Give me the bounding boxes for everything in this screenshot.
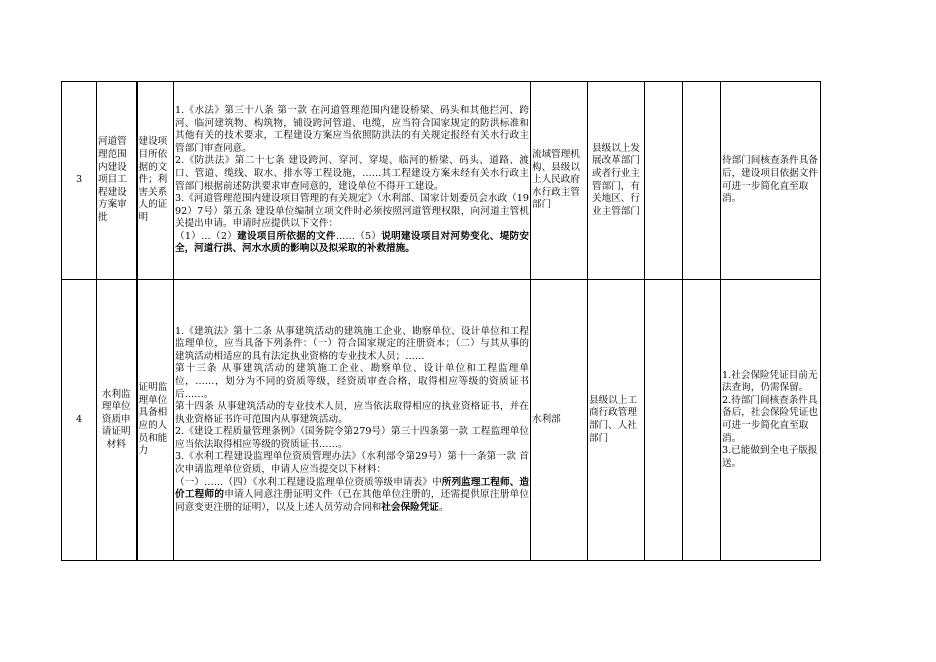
related-department: 县级以上发展改革部门或者行业主管部门，有关地区、行业主管部门 bbox=[588, 82, 645, 280]
item-name: 河道管理范围内建设项目工程建设方案审批 bbox=[97, 82, 137, 280]
empty-cell bbox=[683, 82, 721, 280]
basis-paragraph: 2.《防洪法》第二十七条 建设跨河、穿河、穿堤、临河的桥梁、码头、道路、渡口、管道、缆线、取水、排水等工程设施，……其工程建设方案未经有关水行政主管部门根据前述防洪要求审查同意的，建设单位不得开工建设。 bbox=[175, 155, 529, 192]
basis-emphasis: 所列监理工程师、造价工程师的 bbox=[175, 476, 529, 501]
note: 待部门间核查条件具备后，建设项目依据文件可进一步简化直至取消。 bbox=[721, 82, 821, 280]
legal-basis bbox=[174, 82, 531, 280]
basis-text: （1）…（2） bbox=[175, 230, 238, 242]
basis-paragraph: 1.《水法》第三十八条 第一款 在河道管理范围内建设桥梁、码头和其他拦河、跨河、临河建筑物、构筑物，铺设跨河管道、电缆，应当符合国家规定的防洪标准和其他有关的技术要求，工程建设方案应当依照防洪法的有关规定报经有关水行政主管部门审查同意。 bbox=[175, 104, 529, 154]
basis-text: （一）……（四）《水利工程建设监理单位资质等级申请表》中 bbox=[175, 476, 442, 488]
basis-paragraph: 第十三条 从事建筑活动的建筑施工企业、勘察单位、设计单位和工程监理单位，……，划分为不同的资质等级，经资质审查合格，取得相应等级的资质证书后……。 bbox=[175, 363, 529, 400]
empty-cell bbox=[683, 280, 721, 561]
basis-text: 申请人同意注册证明文件（已在其他单位注册的，还需提供原注册单位同意变更注册的证明），以及上述人员劳动合同和 bbox=[175, 489, 530, 513]
basis-paragraph bbox=[175, 231, 529, 256]
basis-emphasis: 社会保险凭证 bbox=[381, 501, 439, 513]
basis-text: 。 bbox=[438, 501, 449, 513]
empty-cell bbox=[645, 280, 683, 561]
basis-paragraph: 1.《建筑法》第十二条 从事建筑活动的建筑施工企业、勘察单位、设计单位和工程监理单位，应当具备下列条件：（一）符合国家规定的注册资本；（二）与其从事的建筑活动相适应的具有法定执业资格的专业技术人员；…… bbox=[175, 325, 529, 362]
data-table bbox=[61, 81, 821, 561]
basis-emphasis: 说明建设项目对河势变化、堤防安全，河道行洪、河水水质的影响以及拟采取的补救措施。 bbox=[175, 230, 530, 255]
required-materials: 证明监理单位具备相应的人员和能力 bbox=[137, 280, 174, 561]
basis-text: ……（5） bbox=[335, 230, 382, 242]
empty-cell bbox=[645, 82, 683, 280]
note-line: 3.已能做到全电子版报送。 bbox=[722, 445, 818, 469]
note-line: 1.社会保险凭证目前无法查询，仍需保留。 bbox=[722, 369, 818, 394]
related-department: 县级以上工商行政管理部门、人社部门 bbox=[588, 280, 645, 561]
basis-paragraph: 2.《建设工程质量管理条例》（国务院令第279号）第三十四条第一款 工程监理单位应当依法取得相应等级的资质证书……。 bbox=[175, 426, 529, 450]
table-row bbox=[62, 82, 821, 280]
item-name: 水利监理单位资质申请证明材料 bbox=[97, 280, 137, 561]
row-index: 4 bbox=[62, 280, 97, 561]
row-index: 3 bbox=[62, 82, 97, 280]
basis-paragraph: 3.《河道管理范围内建设项目管理的有关规定》（水利部、国家计划委员会水政（1992）7号）第五条 建设单位编制立项文件时必须按照河道管理权限，向河道主管机关提出申请。申请时应提供以下文件： bbox=[175, 193, 529, 230]
basis-paragraph: 3.《水利工程建设监理单位资质管理办法》（水利部令第29号）第十一条第一款 首次申请监理单位资质，申请人应当提交以下材料： bbox=[175, 451, 529, 476]
source-department: 流域管理机构、县级以上人民政府水行政主管部门 bbox=[531, 82, 588, 280]
table-row bbox=[62, 280, 821, 561]
basis-paragraph: 第十四条 从事建筑活动的专业技术人员，应当依法取得相应的执业资格证书，并在执业资格证书许可范围内从事建筑活动。 bbox=[175, 401, 529, 425]
note bbox=[721, 280, 821, 561]
basis-paragraph bbox=[175, 477, 529, 515]
note-line: 2.待部门间核查条件具备后，社会保险凭证也可进一步简化直至取消。 bbox=[722, 394, 818, 444]
basis-emphasis: 建设项目所依据的文件 bbox=[237, 230, 336, 242]
legal-basis bbox=[174, 280, 531, 561]
required-materials: 建设项目所依据的文件；利害关系人的证明 bbox=[137, 82, 174, 280]
source-department: 水利部 bbox=[531, 280, 588, 561]
